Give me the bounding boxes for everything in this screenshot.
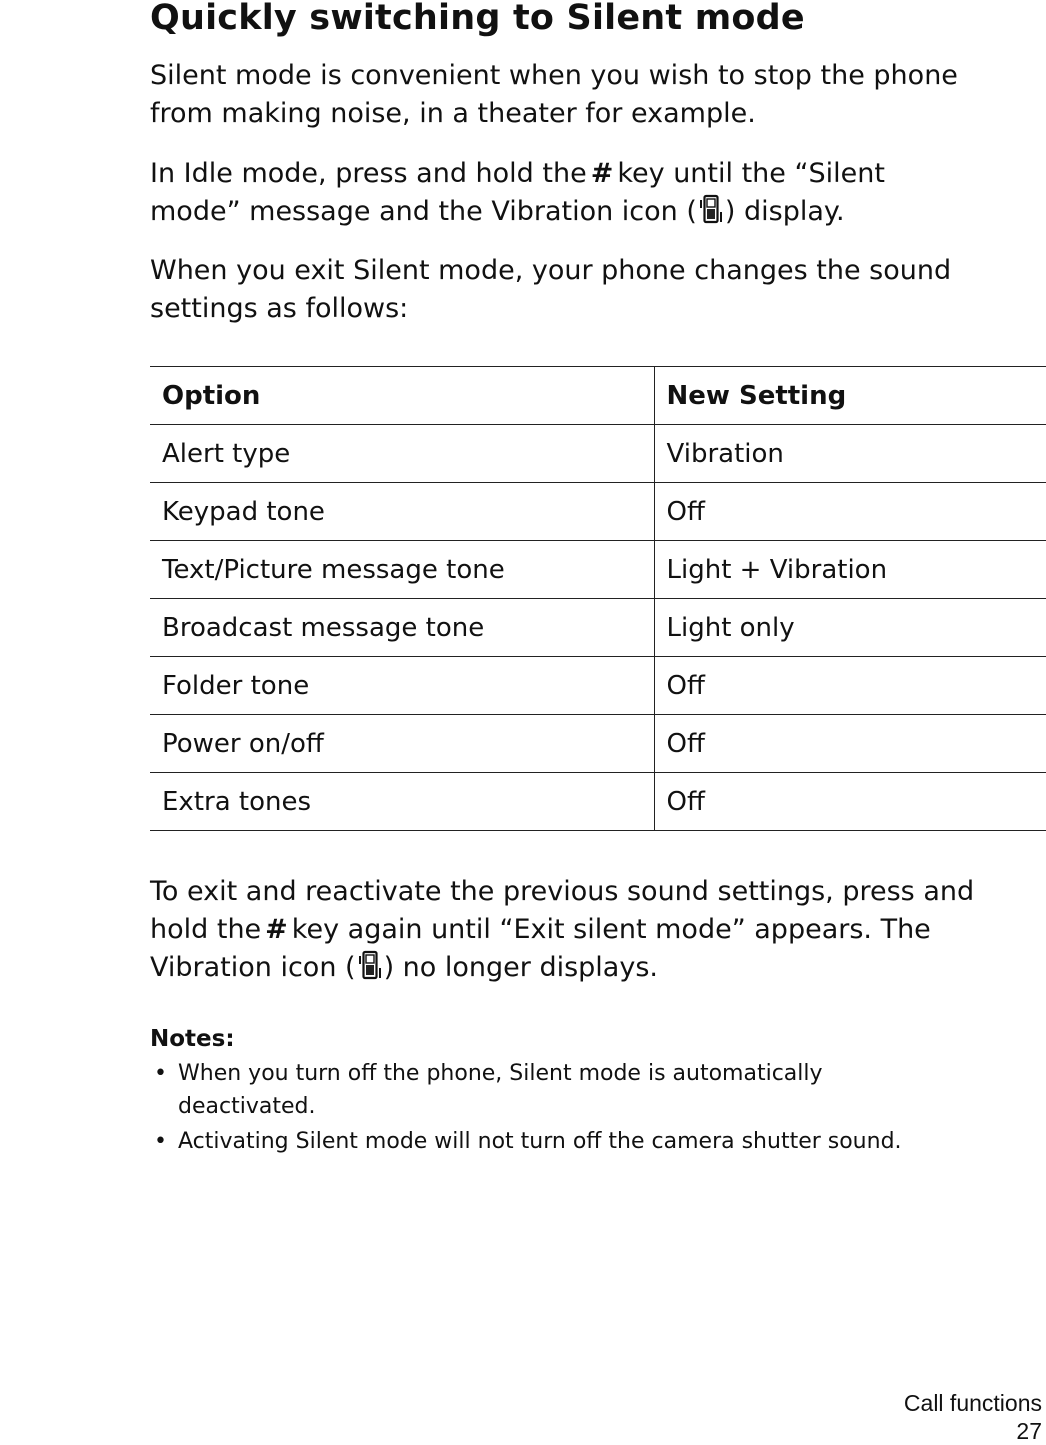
bullet: • bbox=[154, 1129, 167, 1154]
idle-instruction-paragraph bbox=[150, 155, 1030, 231]
note-text: When you turn off the phone, Silent mode is automatically deactivated. bbox=[178, 1061, 823, 1119]
option-cell: Extra tones bbox=[150, 773, 654, 831]
idle-instruction-text-2: key until the “Silent mode” message and the Vibration icon ( bbox=[150, 158, 885, 227]
table-row bbox=[150, 773, 1046, 831]
table-row bbox=[150, 425, 1046, 483]
option-cell: Keypad tone bbox=[150, 483, 654, 541]
hash-key-symbol: # bbox=[265, 914, 288, 945]
idle-instruction-text-3: ) display. bbox=[724, 196, 845, 227]
notes-title: Notes: bbox=[150, 1026, 235, 1052]
exit-instruction-paragraph bbox=[150, 873, 1030, 987]
note-text: Activating Silent mode will not turn off the camera shutter sound. bbox=[178, 1129, 902, 1154]
setting-cell: Light only bbox=[654, 599, 1046, 657]
page-title: Quickly switching to Silent mode bbox=[150, 0, 805, 38]
setting-cell: Vibration bbox=[654, 425, 1046, 483]
option-cell: Alert type bbox=[150, 425, 654, 483]
setting-cell: Light + Vibration bbox=[654, 541, 1046, 599]
setting-cell: Off bbox=[654, 483, 1046, 541]
setting-cell: Off bbox=[654, 773, 1046, 831]
footer-section-name: Call functions bbox=[903, 1390, 1042, 1416]
exit-instruction-text-1: To exit and reactivate the previous sound settings, press and hold the bbox=[150, 876, 975, 945]
exit-instruction-text-2: key again until “Exit silent mode” appears. The Vibration icon ( bbox=[150, 914, 931, 983]
option-cell: Text/Picture message tone bbox=[150, 541, 654, 599]
silent-mode-settings-table bbox=[150, 366, 1046, 831]
intro-paragraph: Silent mode is convenient when you wish to stop the phone from making noise, in a theater for example. bbox=[150, 60, 958, 129]
list-item bbox=[150, 1125, 1030, 1158]
exit-instruction-text-3: ) no longer displays. bbox=[383, 952, 658, 983]
table-row bbox=[150, 657, 1046, 715]
header-option: Option bbox=[150, 367, 654, 425]
list-item bbox=[150, 1057, 1030, 1123]
bullet: • bbox=[154, 1061, 167, 1086]
table-header-row bbox=[150, 367, 1046, 425]
table-row bbox=[150, 483, 1046, 541]
option-cell: Power on/off bbox=[150, 715, 654, 773]
table-row bbox=[150, 715, 1046, 773]
notes-list bbox=[150, 1057, 1030, 1160]
option-cell: Broadcast message tone bbox=[150, 599, 654, 657]
option-cell: Folder tone bbox=[150, 657, 654, 715]
page-number: 27 bbox=[1016, 1418, 1042, 1444]
vibration-icon bbox=[357, 950, 383, 982]
table-row bbox=[150, 541, 1046, 599]
hash-key-symbol: # bbox=[590, 158, 614, 189]
setting-cell: Off bbox=[654, 715, 1046, 773]
setting-cell: Off bbox=[654, 657, 1046, 715]
table-row bbox=[150, 599, 1046, 657]
header-new-setting: New Setting bbox=[654, 367, 1046, 425]
idle-instruction-text-1: In Idle mode, press and hold the bbox=[150, 158, 587, 189]
exit-intro-paragraph: When you exit Silent mode, your phone changes the sound settings as follows: bbox=[150, 255, 952, 324]
vibration-icon bbox=[698, 194, 724, 226]
